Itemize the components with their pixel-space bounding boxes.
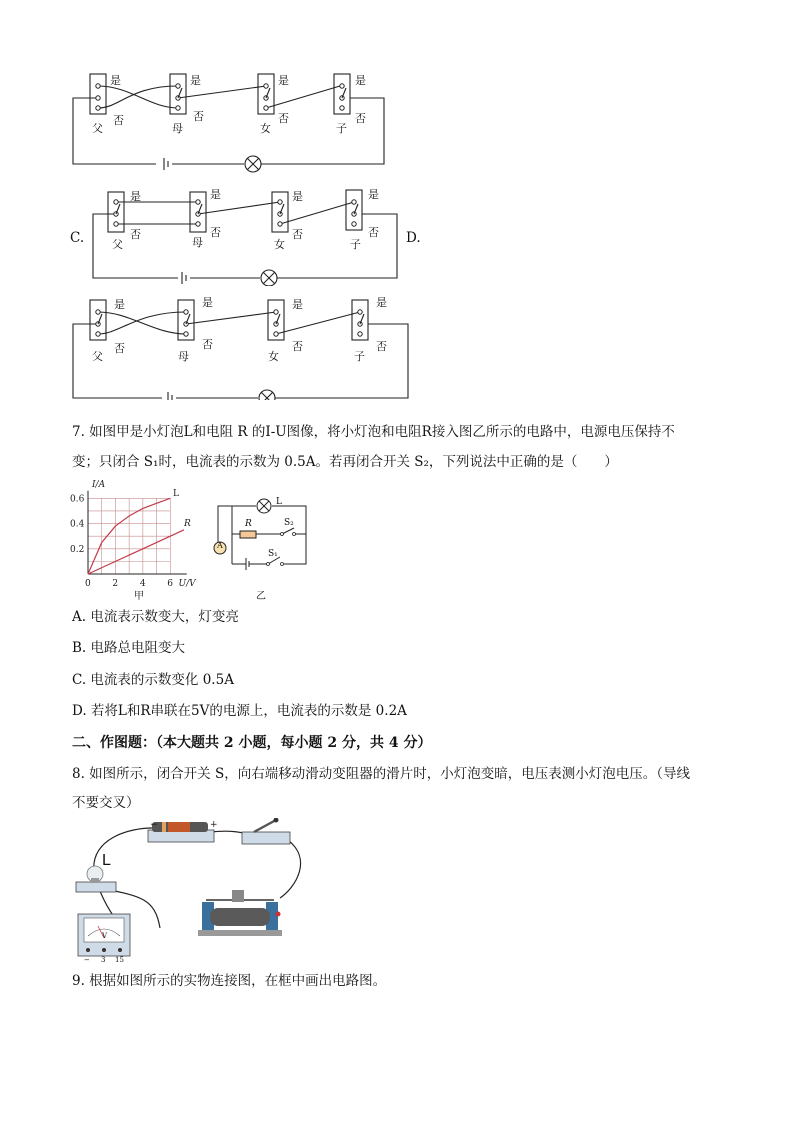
label-son: 子	[354, 350, 365, 363]
iu-graph	[66, 478, 216, 602]
label-father: 父	[112, 238, 123, 251]
caption-yi: 乙	[256, 591, 266, 602]
label-no: 否	[292, 228, 303, 241]
x-axis-label: U/V	[178, 579, 196, 589]
label-mother: 母	[172, 122, 183, 135]
x-tick-label: 6	[167, 579, 174, 589]
y-axis-label: I/A	[92, 480, 106, 490]
label-son: 子	[350, 238, 361, 251]
option-c-label: C.	[70, 230, 85, 246]
label-no: 否	[114, 342, 125, 355]
q8-stem-line1: 8. 如图所示，闭合开关 S，向右端移动滑动变阻器的滑片时，小灯泡变暗，电压表测小灯泡电压。（导线	[72, 766, 690, 782]
label-daughter: 女	[268, 350, 279, 363]
y-tick-label: 0.2	[70, 544, 85, 555]
label-yes: 是	[355, 74, 366, 87]
label-yes: 是	[368, 188, 379, 201]
label-yes: 是	[190, 74, 201, 87]
series-label-r: R	[184, 519, 191, 530]
q7-option-d: D. 若将L和R串联在5V的电源上，电流表的示数是 0.2A	[72, 703, 407, 719]
meter-terminal-15: 15	[115, 956, 124, 964]
label-no: 否	[355, 112, 366, 125]
label-yes: 是	[292, 190, 303, 203]
q7-stem-line2: 变；只闭合 S₁时，电流表的示数为 0.5A。若再闭合开关 S₂，下列说法中正确的是（ ）	[72, 454, 618, 470]
label-mother: 母	[178, 350, 189, 363]
label-yes: 是	[376, 296, 387, 309]
x-tick-label: 4	[139, 579, 146, 589]
label-father: 父	[92, 350, 103, 363]
label-father: 父	[92, 122, 103, 135]
label-no: 否	[210, 226, 221, 239]
label-no: 否	[368, 226, 379, 239]
ammeter-label: A	[217, 541, 223, 550]
y-tick-label: 0.4	[70, 519, 85, 530]
resistor-label: R	[245, 519, 252, 529]
battery-plus: +	[210, 820, 218, 830]
q7-option-c: C. 电流表的示数变化 0.5A	[72, 672, 234, 688]
lamp-label-l: L	[102, 852, 111, 869]
s2-label: S₂	[284, 518, 294, 528]
apparatus-illustration	[70, 818, 310, 966]
switch	[242, 818, 290, 844]
label-yes: 是	[114, 298, 125, 311]
label-yes: 是	[278, 74, 289, 87]
label-mother: 母	[192, 236, 203, 249]
y-tick-label: 0.6	[70, 494, 85, 505]
label-yes: 是	[110, 74, 121, 87]
q9-stem: 9. 根据如图所示的实物连接图，在框中画出电路图。	[72, 973, 387, 989]
label-yes: 是	[130, 190, 141, 203]
label-yes: 是	[210, 188, 221, 201]
option-d-label: D.	[406, 230, 421, 246]
x-tick-label: 0	[85, 579, 91, 589]
lamp-label: L	[276, 497, 282, 507]
meter-terminal-3: 3	[101, 956, 106, 964]
label-no: 否	[202, 338, 213, 351]
circuit-diagram-yi	[212, 494, 316, 578]
label-no: 否	[113, 114, 124, 127]
label-no: 否	[376, 340, 387, 353]
meter-unit: V	[102, 932, 108, 940]
label-no: 否	[193, 110, 204, 123]
battery-minus: −	[150, 820, 158, 830]
label-daughter: 女	[274, 238, 285, 251]
label-daughter: 女	[260, 122, 271, 135]
label-son: 子	[336, 122, 347, 135]
battery	[148, 822, 214, 842]
q8-stem-line2: 不要交叉）	[72, 795, 140, 811]
section-heading: 二、作图题：（本大题共 2 小题，每小题 2 分，共 4 分）	[72, 735, 432, 751]
s1-label: S₁	[268, 549, 278, 559]
q7-stem-line1: 7. 如图甲是小灯泡L和电阻 R 的I-U图像，将小灯泡和电阻R接入图乙所示的电路中，电源电压保持不	[72, 424, 675, 440]
label-yes: 是	[292, 298, 303, 311]
meter-terminal-minus: −	[84, 956, 90, 964]
x-tick-label: 2	[112, 579, 119, 589]
q7-option-a: A. 电流表示数变大，灯变亮	[72, 609, 239, 625]
series-label-l: L	[173, 488, 180, 499]
label-yes: 是	[202, 296, 213, 309]
label-no: 否	[278, 112, 289, 125]
q7-option-b: B. 电路总电阻变大	[72, 640, 186, 656]
label-no: 否	[130, 228, 141, 241]
caption-jia: 甲	[134, 591, 144, 602]
series-R	[88, 530, 184, 574]
label-no: 否	[292, 340, 303, 353]
rheostat	[198, 890, 282, 936]
